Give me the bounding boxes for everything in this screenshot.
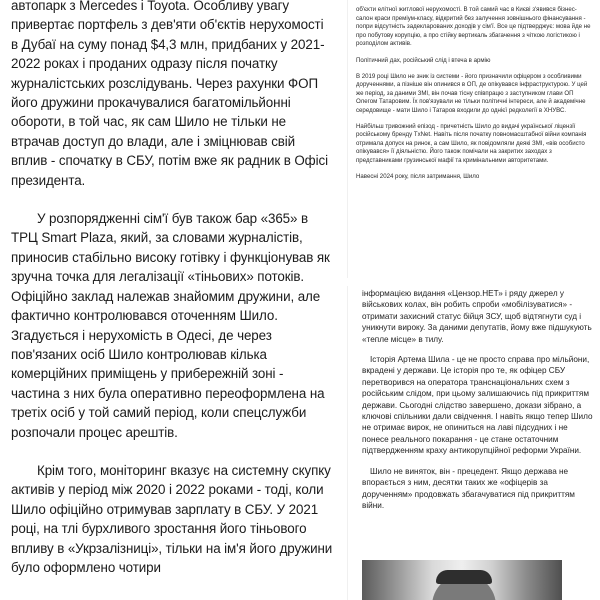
- excerpt-paragraph: В 2019 році Шило не зник із системи - його призначили офіцером з особливими дорученнями, а пізніше він опинився в ОП, де опікувався інфраструктурою. У цей же період, за даними ЗМІ, він почав тісну співпрацю з заступником глави ОП Олегом Татаровим. Їх пов'язували не тільки політичні інтереси, але й академічне середовище - мати Шило і Татаров входили до однієї редколегії в ХНУВС.: [356, 72, 588, 114]
- portrait-photo: [362, 560, 562, 600]
- excerpt-paragraph: Історія Артема Шила - це не просто справа про мільйони, вкрадені у держави. Це історія про те, як офіцер СБУ перетворився на оператора транснаціональних схем з російським слідом, при цьому залишаючись під прикриттям держави. Сьогодні слідство завершено, докази зібрано, а ключові спільники дали свідчення. І навіть якщо тепер Шило не отримає вирок, не опиниться на лаві підсудних і не понесе реального покарання - це стане остаточним підтвердженням краху антикорупційної реформи України.: [362, 355, 593, 456]
- article-paragraph: У розпорядженні сім'ї був також бар «365» в ТРЦ Smart Plaza, який, за словами журналістів, приносив стабільно високу готівку і функціонував як зручна точка для легалізації «тіньових» потоків. Офіційно заклад належав знайомим дружини, але фактично контролювався оточенням Шило. Згадується і нерухомість в Одесі, де через пов'язаних осіб Шило контролював кілька комерційних приміщень у прибережній зоні - частина з них була оперативно переоформлена на третіх осіб у той самий період, коли спецслужби розпочали процес арештів.: [11, 211, 330, 440]
- excerpt-paragraph: Найбільш тривожний епізод - причетність Шило до видачі української ліцензії російському бренду TxNet. Навіть після початку повномасштабної війни компанія отримала допуск на ринок, а сам Шило, як повідомляли деякі ЗМІ, «вів особисто опікувався» її діяльністю. Його також помічали на закритих заходах з представниками грузинської мафії та кримінальними авторитетами.: [356, 122, 587, 164]
- portrait-hair: [436, 570, 492, 584]
- article-paragraph: Крім того, моніторинг вказує на системну скупку активів у період між 2020 і 2022 роками - тоді, коли Шило офіційно отримував зарплату в СБУ. У 2021 році, на тлі бурхливого зростання його тіньового впливу в «Укрзалізниці», тільки на ім'я його дружини було оформлено чотири: [11, 462, 333, 575]
- article-paragraph: автопарк з Mercedes і Toyota. Особливу увагу привертає портфель з дев'яти об'єктів нерухомості в Дубаї на суму понад $4,3 млн, придбаних у 2021-2022 роках і проданих одразу після початку журналістських розслідувань. Через рахунки ФОП його дружини прокачувалися багатомільйонні обороти, в той час, як сам Шило не тільки не втрачав доступ до влади, але і зміцнював свій вплив - спочатку в СБУ, потім вже як радник в Офісі президента.: [11, 0, 328, 188]
- excerpt-paragraph: Навесні 2024 року, після затримання, Шило: [356, 172, 480, 180]
- article-excerpt-bottom: [347, 286, 600, 600]
- section-heading: Політичний дах, російський слід і втеча в армію: [356, 56, 491, 64]
- article-excerpt-top: [347, 0, 600, 278]
- excerpt-paragraph: інформацією видання «Цензор.НЕТ» і ряду джерел у військових колах, він робить спроби «мобілізуватися» - отримати захисний статус бійця ЗСУ, щоб відтягнути суд і уникнути вироку. За даними депутатів, йому вже підшукують «тепле місце» в тилу.: [362, 289, 592, 344]
- column-divider: [338, 0, 347, 600]
- excerpt-paragraph: об'єкти елітної житлової нерухомості. В той самий час в Києві з'явився бізнес-салон краси преміум-класу, відкритий без залучення зовнішнього фінансування - попри відсутність задекларованих доходів у сім'ї. Все це підтверджує: мова йде не про побутову корупцію, а про стійку вертикаль збагачення з чіткою логістикою і розподілом активів.: [356, 6, 591, 48]
- excerpt-paragraph: Шило не виняток, він - прецедент. Якщо держава не впорається з ним, десятки таких же «офіцерів за дорученням» продовжать збагачуватися під прикриттям війни.: [362, 466, 575, 510]
